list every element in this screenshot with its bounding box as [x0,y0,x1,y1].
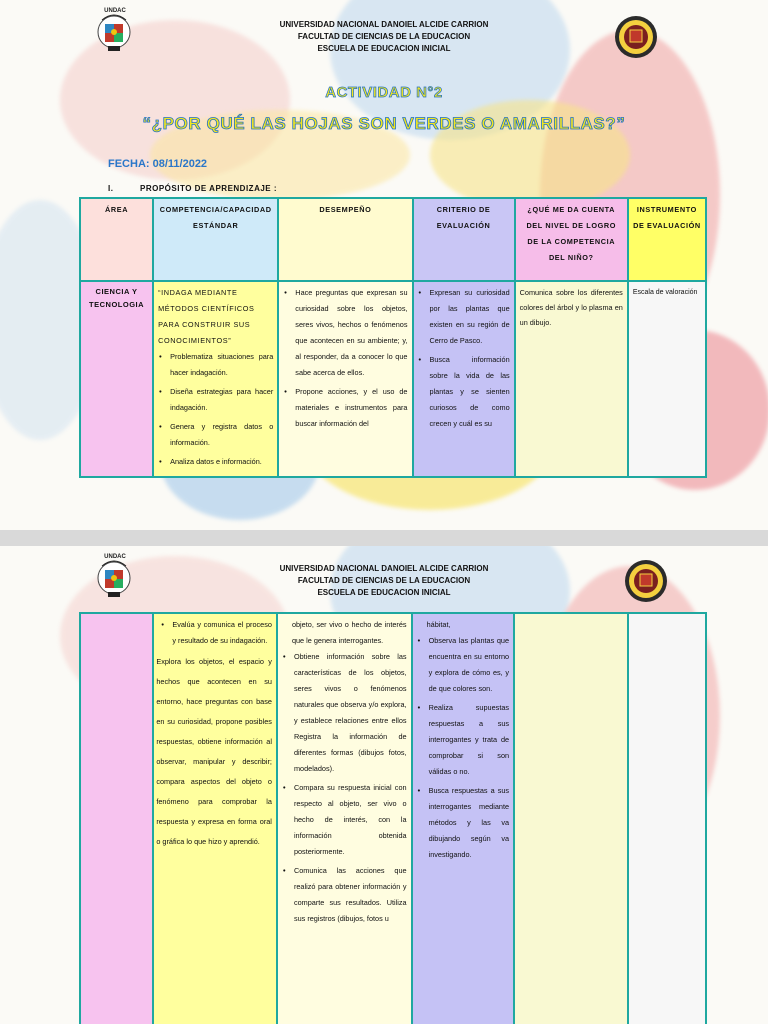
faculty-seal-icon [614,15,658,59]
list-item: • Expresan su curiosidad por las plantas que existen en su región de Cerro de Pasco. [428,285,510,349]
list-item: • Comunica las acciones que realizó para obtener información y comparte sus resultados. Utiliza sus registros (dibujos, fotos u [292,863,407,927]
purpose-label: PROPÓSITO DE APRENDIZAJE : [140,184,278,193]
purpose-number: I. [108,184,114,193]
list-item: • Problematiza situaciones para hacer indagación. [168,349,273,381]
competencia-list [158,349,273,470]
page-two [0,546,768,1024]
header-desempeno: DESEMPEÑO [279,199,411,280]
cell-competencia [154,614,276,1024]
cell-instrumento [629,614,705,1024]
table-header-row [81,199,705,280]
header-competencia: COMPETENCIA/CAPACIDAD ESTÁNDAR [154,199,277,280]
cell-area [81,614,152,1024]
cell-instrumento: Escala de valoración [629,282,705,476]
logo-text: UNDAC [104,554,126,560]
logo-text: UNDAC [104,8,126,14]
faculty-seal-icon [624,559,668,603]
school-name: ESCUELA DE EDUCACION INICIAL [317,44,451,53]
criterio-continuation: hábitat, [426,620,451,629]
table-row [81,614,705,1024]
desempeno-continuation: objeto, ser vivo o hecho de interés que le genera interrogantes. [291,620,407,645]
desempeno-list [282,649,407,927]
list-item: • Compara su respuesta inicial con respecto al objeto, ser vivo o hecho de interés, con la información obtenida posteriormente. [292,780,407,860]
list-item: • Evalúa y comunica el proceso y resultado de su indagación. [170,617,272,649]
cell-criterio [413,614,513,1024]
cell-area: CIENCIA Y TECNOLOGIA [81,282,152,476]
list-item: • Genera y registra datos o información. [168,419,273,451]
cell-desempeno [279,282,411,476]
activity-date: FECHA: 08/11/2022 [108,158,208,170]
school-name: ESCUELA DE EDUCACION INICIAL [317,588,451,597]
list-item: • Busca información sobre la vida de las plantas y se sienten curiosos de como crecen y cuál es su [428,352,510,432]
criterio-list [418,285,510,432]
list-item: • Obtiene información sobre las características de los objetos, seres vivos o fenómenos naturales que observa y/o explora, y establece relaciones entre ellos Registra la información de diferentes formas (dibujos fotos, modelados). [292,649,407,777]
university-name: UNIVERSIDAD NACIONAL DANOIEL ALCIDE CARRION [279,20,489,29]
cell-desempeno [278,614,411,1024]
cell-logro: Comunica sobre los diferentes colores del árbol y lo plasma en un dibujo. [516,282,627,476]
header-area: ÁREA [81,199,152,280]
list-item: • Analiza datos e información. [168,454,273,470]
list-item: • Busca respuestas a sus interrogantes mediante métodos y las va dibujando según va investigando. [427,783,509,863]
cell-criterio [414,282,514,476]
faculty-name: FACULTAD DE CIENCIAS DE LA EDUCACION [297,32,471,41]
purpose-heading [108,184,277,193]
list-item: • Hace preguntas que expresan su curiosidad sobre los objetos, seres vivos, hechos o fenómenos que acontecen en su ambiente; y, al responder, da a conocer lo que sabe acerca de ellos. [293,285,407,381]
list-item: • Diseña estrategias para hacer indagación. [168,384,273,416]
competencia-list [156,617,272,649]
header-instrumento: INSTRUMENTO DE EVALUACIÓN [629,199,705,280]
faculty-name: FACULTAD DE CIENCIAS DE LA EDUCACION [297,576,471,585]
cell-logro [515,614,627,1024]
header-logro: ¿QUÉ ME DA CUENTA DEL NIVEL DE LOGRO DE LA COMPETENCIA DEL NIÑO? [516,199,627,280]
activity-title: ACTIVIDAD N°2 [325,84,443,101]
desempeno-list [283,285,407,432]
list-item: • Realiza supuestas respuestas a sus interrogantes y trata de comprobar si son válidas o no. [427,700,509,780]
cell-competencia [154,282,277,476]
university-name: UNIVERSIDAD NACIONAL DANOIEL ALCIDE CARRION [279,564,489,573]
activity-subtitle: “¿POR QUÉ LAS HOJAS SON VERDES O AMARILLAS?” [142,114,626,133]
header-criterio: CRITERIO DE EVALUACIÓN [414,199,514,280]
learning-table-continued [79,612,707,1024]
table-row [81,282,705,476]
estandar-text: Explora los objetos, el espacio y hechos que acontecen en su entorno, hace preguntas con base en su curiosidad, propone posibles respuestas, obtiene información al observar, manipular y describir; compara aspectos del objeto o fenómeno para comprobar la respuesta y expresa en forma oral o gráfica lo que hizo y aprendió. [156,657,272,846]
list-item: • Propone acciones, y el uso de materiales e instrumentos para buscar información del [293,384,407,432]
list-item: • Observa las plantas que encuentra en su entorno y explora de cómo es, y de que colores son. [427,633,509,697]
competencia-title: “INDAGA MEDIANTE MÉTODOS CIENTÍFICOS PARA CONSTRUIR SUS CONOCIMIENTOS” [158,288,255,345]
criterio-list [417,633,509,863]
learning-table [79,197,707,478]
